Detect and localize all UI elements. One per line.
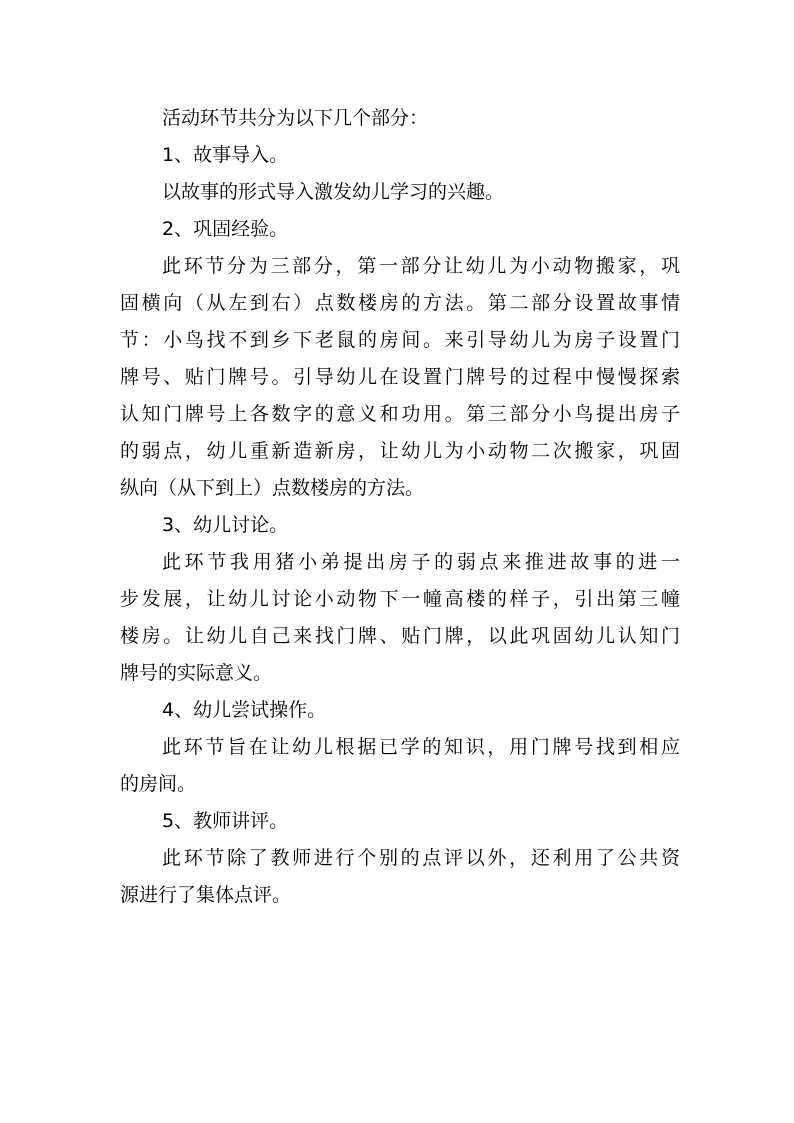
section-3-paragraph-line: 牌号的实际意义。 [120,662,273,684]
section-4-paragraph-line: 的房间。 [120,773,197,795]
section-2-paragraph-line: 认知门牌号上各数字的意义和功用。第三部分小鸟提出房子 [120,403,680,425]
section-1-heading: 1、故事导入。 [162,144,289,166]
section-2-paragraph-line: 节：小鸟找不到乡下老鼠的房间。来引导幼儿为房子设置门 [120,329,680,351]
section-3-paragraph-line: 楼房。让幼儿自己来找门牌、贴门牌，以此巩固幼儿认知门 [120,625,680,647]
section-4-heading: 4、幼儿尝试操作。 [162,699,327,721]
section-1-paragraph: 以故事的形式导入激发幼儿学习的兴趣。 [162,181,505,203]
section-2-paragraph-line: 此环节分为三部分，第一部分让幼儿为小动物搬家，巩 [162,255,680,277]
section-2-paragraph-line: 纵向（从下到上）点数楼房的方法。 [120,477,425,499]
section-2-paragraph-line: 的弱点，幼儿重新造新房，让幼儿为小动物二次搬家，巩固 [120,440,680,462]
section-3-paragraph-line: 此环节我用猪小弟提出房子的弱点来推进故事的进一 [162,551,680,573]
intro-paragraph: 活动环节共分为以下几个部分： [162,107,429,129]
section-4-paragraph-line: 此环节旨在让幼儿根据已学的知识，用门牌号找到相应 [162,736,680,758]
document-body [120,100,680,914]
section-5-paragraph-line: 源进行了集体点评。 [120,884,292,906]
section-2-paragraph-line: 牌号、贴门牌号。引导幼儿在设置门牌号的过程中慢慢探索 [120,366,680,388]
section-3-heading: 3、幼儿讨论。 [162,514,289,536]
section-2-heading: 2、巩固经验。 [162,218,289,240]
section-3-paragraph-line: 步发展，让幼儿讨论小动物下一幢高楼的样子，引出第三幢 [120,588,680,610]
section-5-heading: 5、教师讲评。 [162,810,289,832]
section-5-paragraph-line: 此环节除了教师进行个别的点评以外，还利用了公共资 [162,847,680,869]
section-2-paragraph-line: 固横向（从左到右）点数楼房的方法。第二部分设置故事情 [120,292,680,314]
